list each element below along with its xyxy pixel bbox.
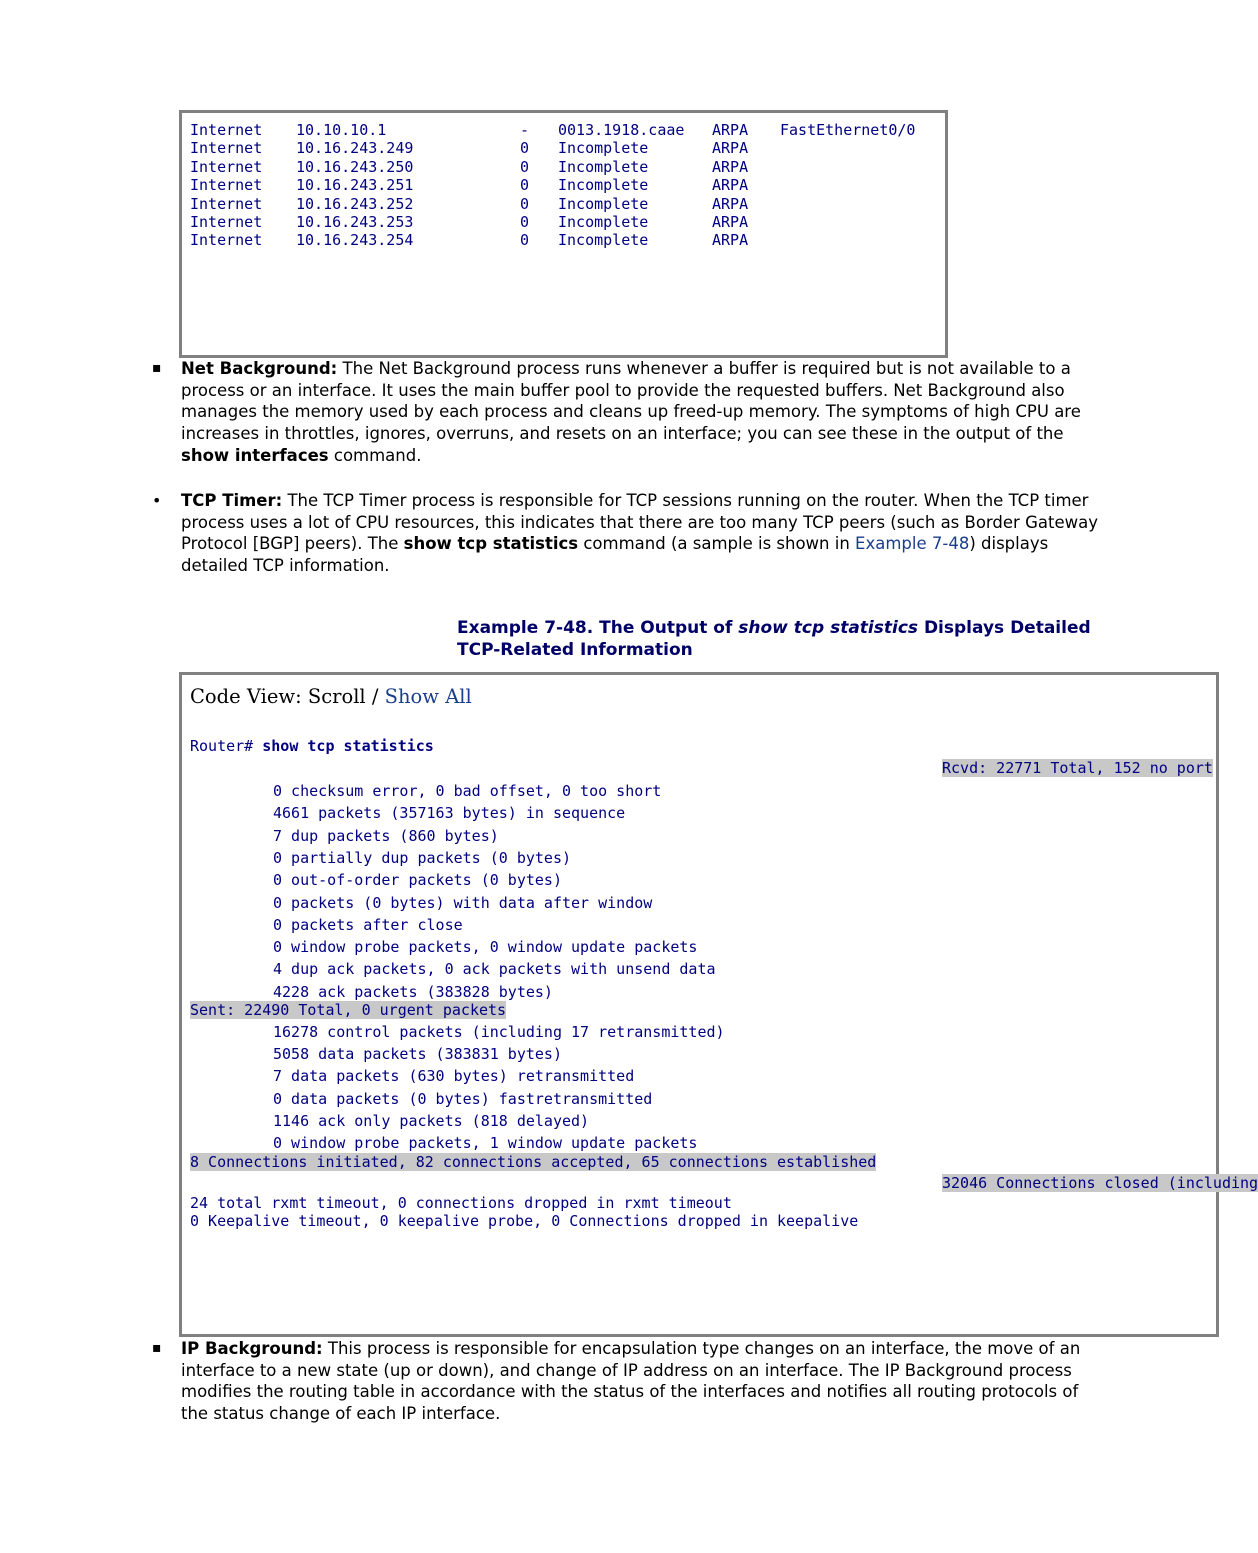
command-show-interfaces: show interfaces	[181, 445, 329, 465]
rcvd-line: 7 dup packets (860 bytes)	[273, 826, 499, 845]
bullet-marker: ▪	[152, 1340, 162, 1356]
rcvd-line: 0 partially dup packets (0 bytes)	[273, 848, 572, 867]
example-title-text: Example 7-48. The Output of	[457, 618, 739, 638]
arp-address: 10.10.10.1	[296, 121, 387, 139]
arp-protocol: Internet	[190, 194, 263, 213]
arp-hw-address: Incomplete	[558, 139, 649, 158]
arp-address: 10.16.243.249	[296, 139, 414, 158]
arp-hw-address: Incomplete	[558, 213, 649, 231]
arp-output-box	[179, 110, 948, 358]
keepalive-line: 0 Keepalive timeout, 0 keepalive probe, 0 Connections dropped in keepalive	[190, 1212, 859, 1230]
arp-row	[182, 121, 942, 139]
arp-address: 10.16.243.251	[296, 176, 414, 195]
arp-protocol: Internet	[190, 139, 263, 158]
paragraph-text: ) displays detailed TCP information.	[181, 534, 1049, 576]
arp-row	[182, 176, 942, 194]
paragraph-text: The Net Background process runs whenever a buffer is required but is not available to a process or an interface. It uses the main buffer pool to provide the requested buffers. Net Background also manages the memory used by each process and cleans up freed-up memory. The symptoms of high CPU are increases in throttles, ignores, overruns, and resets on an interface; you can see these in the output of the	[181, 359, 1081, 444]
arp-interface: FastEthernet0/0	[780, 121, 916, 139]
rcvd-line: 0 packets after close	[273, 915, 463, 934]
arp-type: ARPA	[712, 194, 749, 213]
arp-age: 0	[520, 176, 530, 195]
tcp-timer-paragraph	[181, 490, 1101, 577]
arp-row	[182, 231, 942, 249]
arp-row	[182, 213, 942, 231]
arp-address: 10.16.243.254	[296, 231, 414, 250]
term-net-background: Net Background:	[181, 359, 338, 378]
bullet-marker: •	[152, 491, 162, 510]
connections-summary: 8 Connections initiated, 82 connections accepted, 65 connections established	[190, 1153, 877, 1171]
paragraph-text: This process is responsible for encapsulation type changes on an interface, the move of an interface to a new state (up or down), and change of IP address on an interface. The IP Background process modifies the routing table in accordance with the status of the interfaces and notifies all routing protocols of the status change of each IP interface.	[181, 1339, 1081, 1424]
command-text: show tcp statistics	[262, 737, 434, 755]
arp-age: 0	[520, 231, 530, 250]
arp-type: ARPA	[712, 139, 749, 158]
connections-closed: 32046 Connections closed (including	[942, 1174, 1258, 1192]
arp-protocol: Internet	[190, 157, 263, 176]
rcvd-line: 0 checksum error, 0 bad offset, 0 too short	[273, 782, 662, 800]
arp-type: ARPA	[712, 157, 749, 176]
example-title-command: show tcp statistics	[738, 618, 919, 638]
arp-address: 10.16.243.252	[296, 194, 414, 213]
term-ip-background: IP Background:	[181, 1339, 323, 1358]
paragraph-text: command.	[328, 445, 422, 465]
arp-type: ARPA	[712, 121, 749, 139]
arp-hw-address: 0013.1918.caae	[558, 121, 685, 139]
arp-type: ARPA	[712, 176, 749, 195]
rcvd-line: 0 window probe packets, 0 window update packets	[273, 938, 698, 957]
arp-table	[182, 113, 945, 279]
arp-hw-address: Incomplete	[558, 157, 649, 176]
command-show-tcp-statistics: show tcp statistics	[403, 534, 579, 554]
arp-age: 0	[520, 157, 530, 176]
arp-protocol: Internet	[190, 213, 263, 231]
rcvd-line: 4228 ack packets (383828 bytes)	[273, 982, 553, 1001]
arp-protocol: Internet	[190, 231, 263, 250]
rcvd-line: 4 dup ack packets, 0 ack packets with unsend data	[273, 960, 716, 979]
tcp-statistics-box	[179, 672, 1258, 1337]
router-prompt: Router#	[190, 737, 254, 755]
rcvd-summary: Rcvd: 22771 Total, 152 no port	[942, 759, 1213, 777]
rcvd-line: 4661 packets (357163 bytes) in sequence	[273, 804, 626, 823]
rxmt-line: 24 total rxmt timeout, 0 connections dropped in rxmt timeout	[190, 1194, 732, 1212]
command-line	[190, 737, 434, 755]
arp-hw-address: Incomplete	[558, 176, 649, 195]
arp-age: 0	[520, 194, 530, 213]
code-view-label: Code View: Scroll /	[190, 685, 385, 708]
arp-hw-address: Incomplete	[558, 231, 649, 250]
ip-background-paragraph	[181, 1338, 1101, 1425]
paragraph-text: The TCP Timer process is responsible for TCP sessions running on the router. When the TCP timer process uses a lot of CPU resources, this indicates that there are too many TCP peers (such as Border Gateway Protocol [BGP] peers). The	[181, 491, 1098, 554]
arp-age: 0	[520, 213, 530, 231]
arp-protocol: Internet	[190, 121, 263, 139]
sent-line: 16278 control packets (including 17 retransmitted)	[273, 1023, 725, 1041]
paragraph-text: command (a sample is shown in	[578, 534, 856, 554]
rcvd-line: 0 packets (0 bytes) with data after window	[273, 893, 653, 912]
sent-line: 0 data packets (0 bytes) fastretransmitted	[273, 1089, 653, 1108]
code-view-header	[190, 685, 472, 708]
net-background-paragraph	[181, 358, 1101, 467]
rcvd-line: 0 out-of-order packets (0 bytes)	[273, 871, 562, 890]
sent-line: 7 data packets (630 bytes) retransmitted	[273, 1067, 635, 1086]
sent-line: 0 window probe packets, 1 window update packets	[273, 1134, 698, 1152]
term-tcp-timer: TCP Timer:	[181, 491, 283, 510]
arp-row	[182, 195, 942, 213]
example-title-text: Displays Detailed TCP-Related Information	[457, 618, 1091, 660]
sent-line: 1146 ack only packets (818 delayed)	[273, 1111, 590, 1130]
arp-type: ARPA	[712, 213, 749, 231]
sent-summary: Sent: 22490 Total, 0 urgent packets	[190, 1001, 507, 1019]
arp-hw-address: Incomplete	[558, 194, 649, 213]
arp-age: 0	[520, 139, 530, 158]
sent-line: 5058 data packets (383831 bytes)	[273, 1045, 562, 1064]
arp-protocol: Internet	[190, 176, 263, 195]
bullet-marker: ▪	[152, 360, 162, 376]
example-title	[457, 618, 1097, 661]
show-all-link[interactable]: Show All	[384, 685, 472, 708]
arp-row	[182, 158, 942, 176]
arp-row	[182, 139, 942, 157]
arp-address: 10.16.243.253	[296, 213, 414, 231]
arp-address: 10.16.243.250	[296, 157, 414, 176]
arp-type: ARPA	[712, 231, 749, 250]
arp-age: -	[520, 121, 530, 139]
example-7-48-link[interactable]: Example 7-48	[855, 534, 970, 554]
